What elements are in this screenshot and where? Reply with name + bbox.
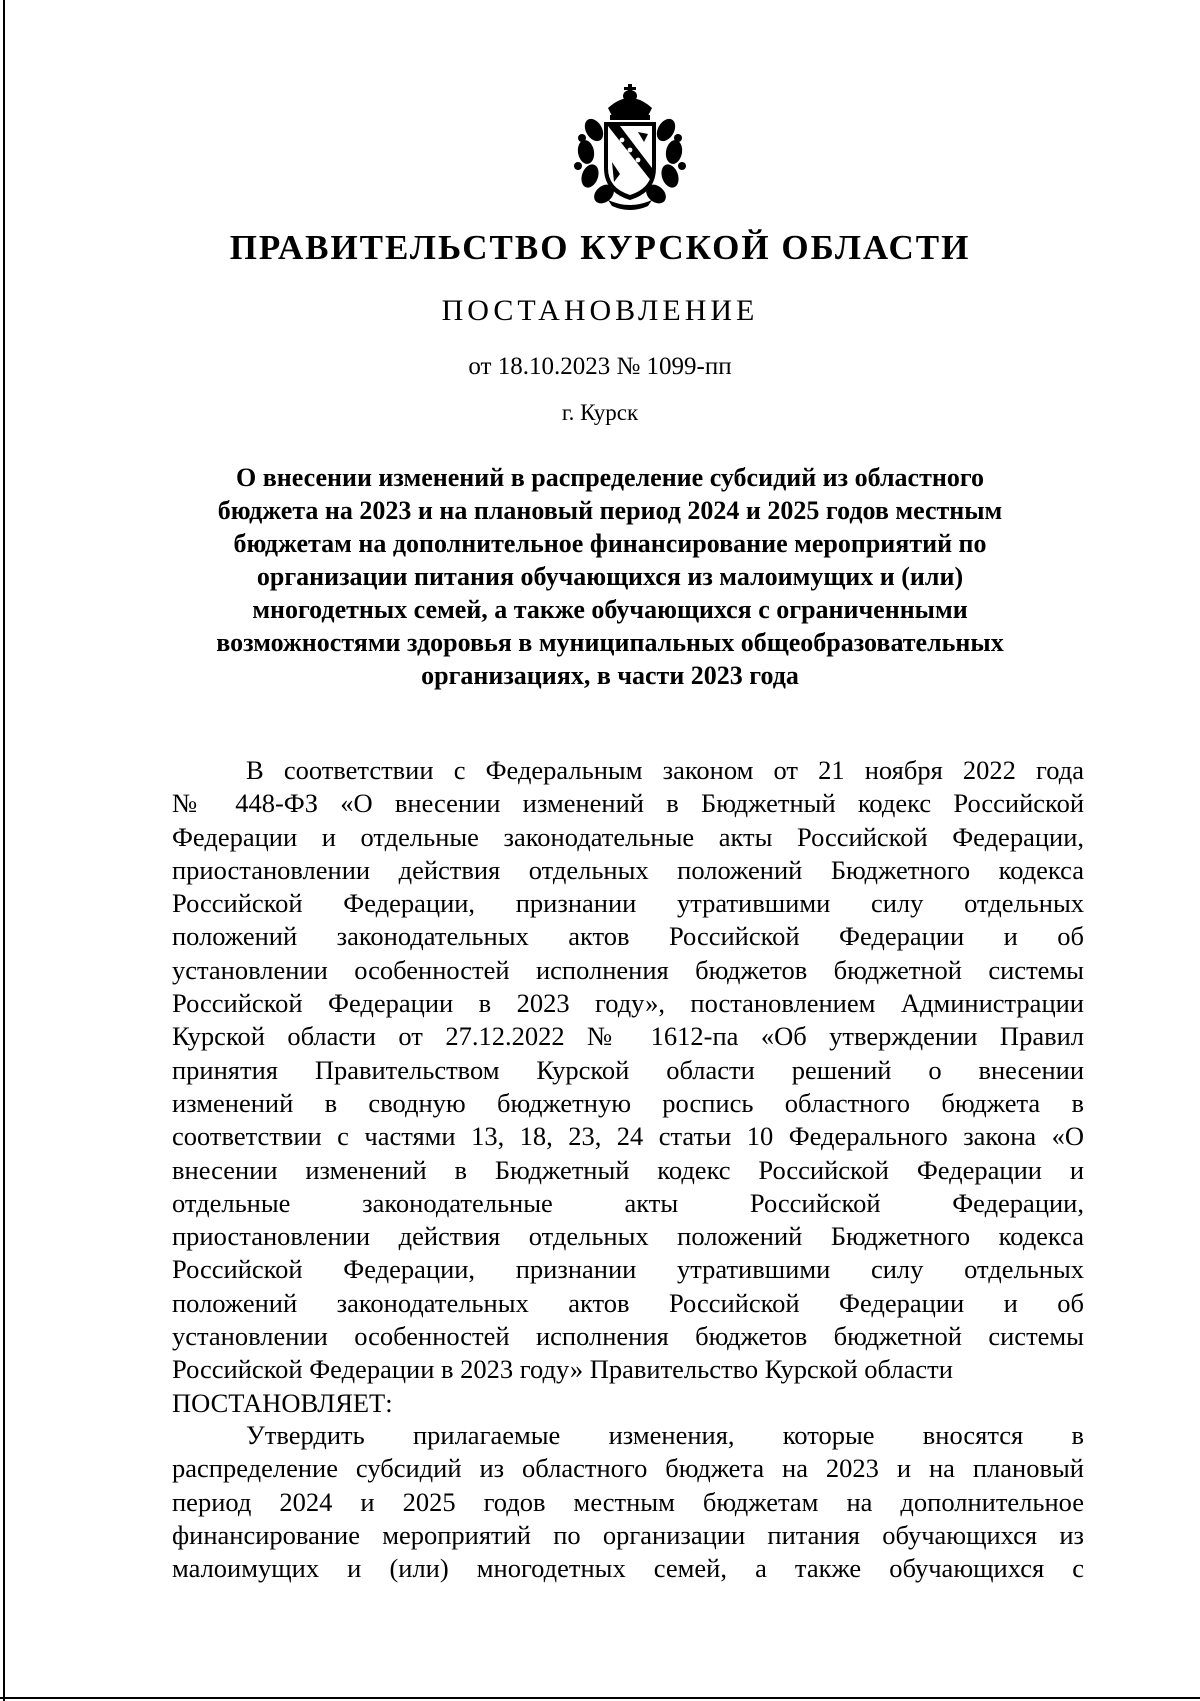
- body-line: установлении особенностей исполнения бюджетов бюджетной системы: [172, 1321, 1084, 1352]
- body-line: положений законодательных актов Российской Федерации и об: [172, 921, 1084, 952]
- body-line: период 2024 и 2025 годов местным бюджетам на дополнительное: [172, 1486, 1084, 1517]
- coat-of-arms-icon: [568, 82, 692, 210]
- body-line: Федерации и отдельные законодательные акты Российской Федерации,: [172, 821, 1084, 852]
- body-line: принятия Правительством Курской области решений о внесении: [172, 1054, 1084, 1085]
- body-line: отдельные законодательные акты Российской Федерации,: [172, 1187, 1084, 1218]
- document-subject: [160, 461, 1060, 692]
- body-line: внесении изменений в Бюджетный кодекс Российской Федерации и: [172, 1154, 1084, 1185]
- body-line: Российской Федерации, признании утратившими силу отдельных: [172, 1254, 1084, 1285]
- subject-line: организациях, в части 2023 года: [421, 661, 799, 690]
- subject-line: бюджетам на дополнительное финансирование мероприятий по: [233, 529, 987, 558]
- subject-line: О внесении изменений в распределение субсидий из областного: [235, 463, 985, 492]
- body-line: Российской Федерации в 2023 году» Правительство Курской области: [172, 1354, 953, 1385]
- scan-edge-bottom: [0, 1697, 1200, 1699]
- document-number-date: от 18.10.2023 № 1099-пп: [468, 353, 732, 380]
- body-paragraph-1: [172, 754, 1084, 1420]
- body-line: ПОСТАНОВЛЯЕТ:: [172, 1387, 393, 1418]
- body-line: Курской области от 27.12.2022 № 1612-па «Об утверждении Правил: [172, 1021, 1084, 1052]
- body-line: распределение субсидий из областного бюджета на 2023 и на плановый: [172, 1453, 1084, 1484]
- body-line: положений законодательных актов Российской Федерации и об: [172, 1287, 1084, 1318]
- body-line: приостановлении действия отдельных положений Бюджетного кодекса: [172, 1221, 1084, 1252]
- body-line: приостановлении действия отдельных положений Бюджетного кодекса: [172, 854, 1084, 885]
- body-line: Российской Федерации, признании утратившими силу отдельных: [172, 888, 1084, 919]
- body-line: В соответствии с Федеральным законом от 21 ноября 2022 года: [246, 755, 1084, 785]
- body-line: финансирование мероприятий по организации питания обучающихся из: [172, 1519, 1084, 1550]
- body-line: малоимущих и (или) многодетных семей, а также обучающихся с: [172, 1553, 1084, 1584]
- subject-line: организации питания обучающихся из малоимущих и (или): [256, 562, 964, 591]
- subject-line: возможностями здоровья в муниципальных общеобразовательных: [216, 628, 1004, 657]
- document-city: г. Курск: [561, 400, 639, 425]
- body-line: изменений в сводную бюджетную роспись областного бюджета в: [172, 1087, 1084, 1118]
- body-line: № 448-ФЗ «О внесении изменений в Бюджетный кодекс Российской: [172, 788, 1084, 819]
- government-title: ПРАВИТЕЛЬСТВО КУРСКОЙ ОБЛАСТИ: [229, 228, 971, 267]
- body-line: соответствии с частями 13, 18, 23, 24 статьи 10 Федерального закона «О: [172, 1121, 1084, 1152]
- subject-line: бюджета на 2023 и на плановый период 2024 и 2025 годов местным: [217, 496, 1003, 525]
- document-type: ПОСТАНОВЛЕНИЕ: [441, 294, 759, 327]
- body-line: Российской Федерации в 2023 году», постановлением Администрации: [172, 988, 1084, 1019]
- body-line: Утвердить прилагаемые изменения, которые вносятся в: [246, 1420, 1084, 1450]
- body-paragraph-2: [172, 1419, 1084, 1585]
- body-line: установлении особенностей исполнения бюджетов бюджетной системы: [172, 954, 1084, 985]
- subject-line: многодетных семей, а также обучающихся с ограниченными: [252, 595, 968, 624]
